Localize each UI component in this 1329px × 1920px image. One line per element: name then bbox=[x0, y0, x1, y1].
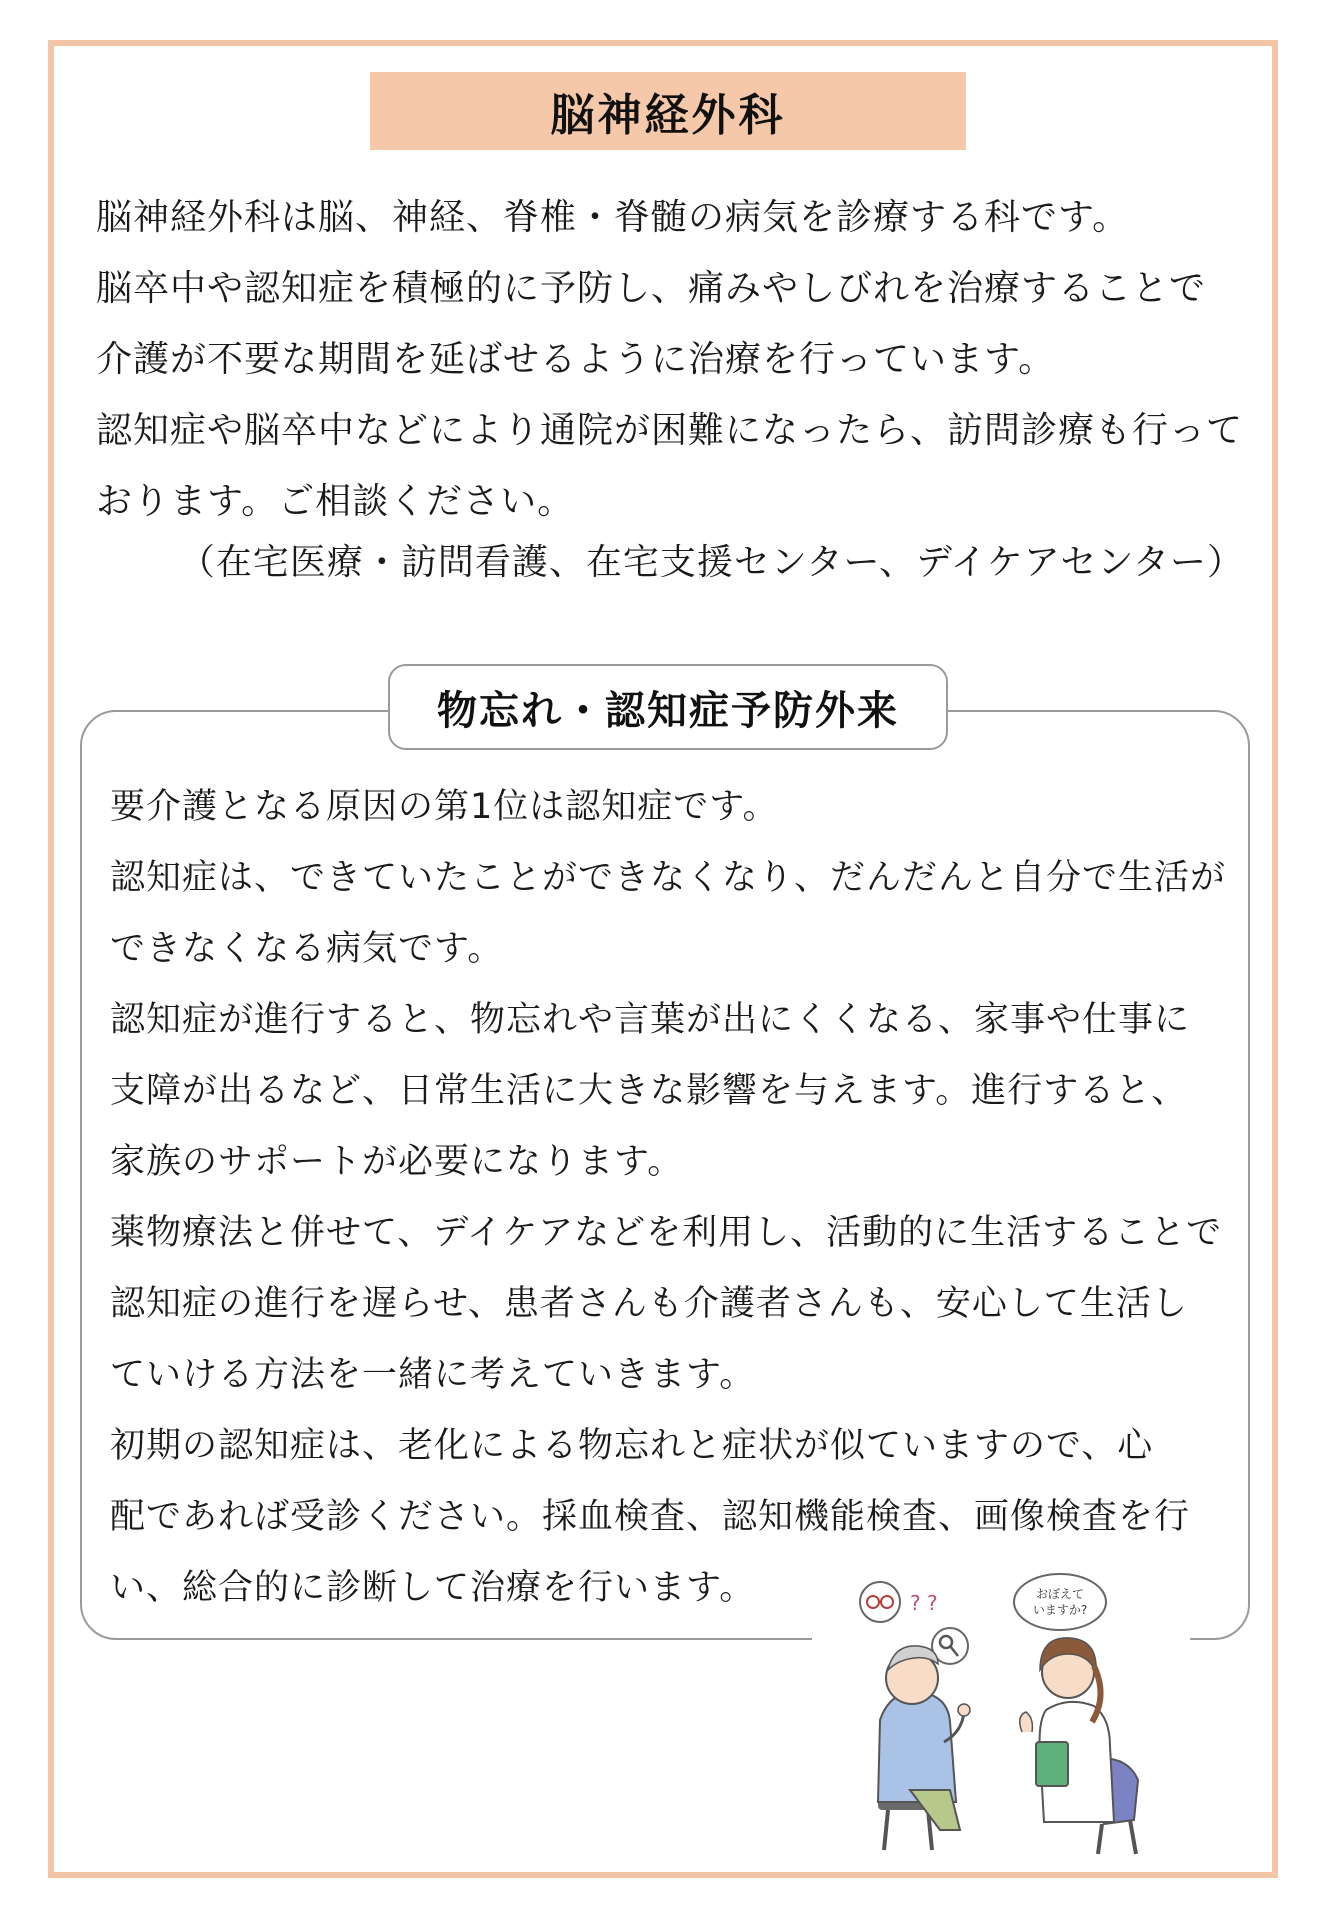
section-line: できなくなる病気です。 bbox=[110, 929, 504, 969]
section-line: 配であれば受診ください。採血検査、認知機能検査、画像検査を行 bbox=[110, 1497, 1191, 1537]
section-body bbox=[110, 772, 1240, 1624]
section-line: 認知症は、できていたことができなくなり、だんだんと自分で生活が bbox=[110, 858, 1227, 898]
page-title bbox=[370, 72, 966, 150]
speech-text-1: おぼえて bbox=[1035, 1587, 1085, 1601]
intro-line: 脳卒中や認知症を積極的に予防し、痛みやしびれを治療することで bbox=[96, 268, 1207, 309]
intro-line: 脳神経外科は脳、神経、脊椎・脊髄の病気を診療する科です。 bbox=[96, 197, 1130, 238]
intro-line: 介護が不要な期間を延ばせるように治療を行っています。 bbox=[96, 339, 1056, 380]
patient-figure-icon bbox=[878, 1646, 970, 1850]
section-line: 要介護となる原因の第1位は認知症です。 bbox=[110, 787, 779, 827]
section-line: 家族のサポートが必要になります。 bbox=[110, 1142, 684, 1182]
doctor-figure-icon bbox=[1020, 1638, 1138, 1854]
section-line: ていける方法を一緒に考えていきます。 bbox=[110, 1355, 756, 1395]
section-line: い、総合的に診断して治療を行います。 bbox=[110, 1568, 756, 1608]
glasses-thought-icon bbox=[860, 1582, 900, 1622]
section-line: 認知症が進行すると、物忘れや言葉が出にくくなる、家事や仕事に bbox=[110, 1000, 1191, 1040]
section-title-text: 物忘れ・認知症予防外来 bbox=[437, 687, 899, 734]
intro-line: おります。ご相談ください。 bbox=[96, 481, 575, 522]
speech-text-2: いますか? bbox=[1032, 1603, 1088, 1617]
section-line: 認知症の進行を遅らせ、患者さんも介護者さんも、安心して生活し bbox=[110, 1284, 1188, 1324]
speech-bubble-icon bbox=[1014, 1574, 1106, 1630]
page-title-text: 脳神経外科 bbox=[550, 90, 786, 141]
section-line: 初期の認知症は、老化による物忘れと症状が似ていますので、心 bbox=[110, 1426, 1154, 1466]
intro-line: 認知症や脳卒中などにより通院が困難になったら、訪問診療も行って bbox=[96, 410, 1244, 451]
question-marks: ? ? bbox=[910, 1591, 938, 1615]
section-line: 支障が出るなど、日常生活に大きな影響を与えます。進行すると、 bbox=[110, 1071, 1188, 1111]
doctor-patient-illustration bbox=[840, 1560, 1160, 1860]
facility-note: （在宅医療・訪問看護、在宅支援センター、デイケアセンター） bbox=[178, 542, 1244, 583]
section-title bbox=[388, 664, 948, 750]
intro-paragraph bbox=[96, 182, 1256, 537]
section-line: 薬物療法と併せて、デイケアなどを利用し、活動的に生活することで bbox=[110, 1213, 1223, 1253]
